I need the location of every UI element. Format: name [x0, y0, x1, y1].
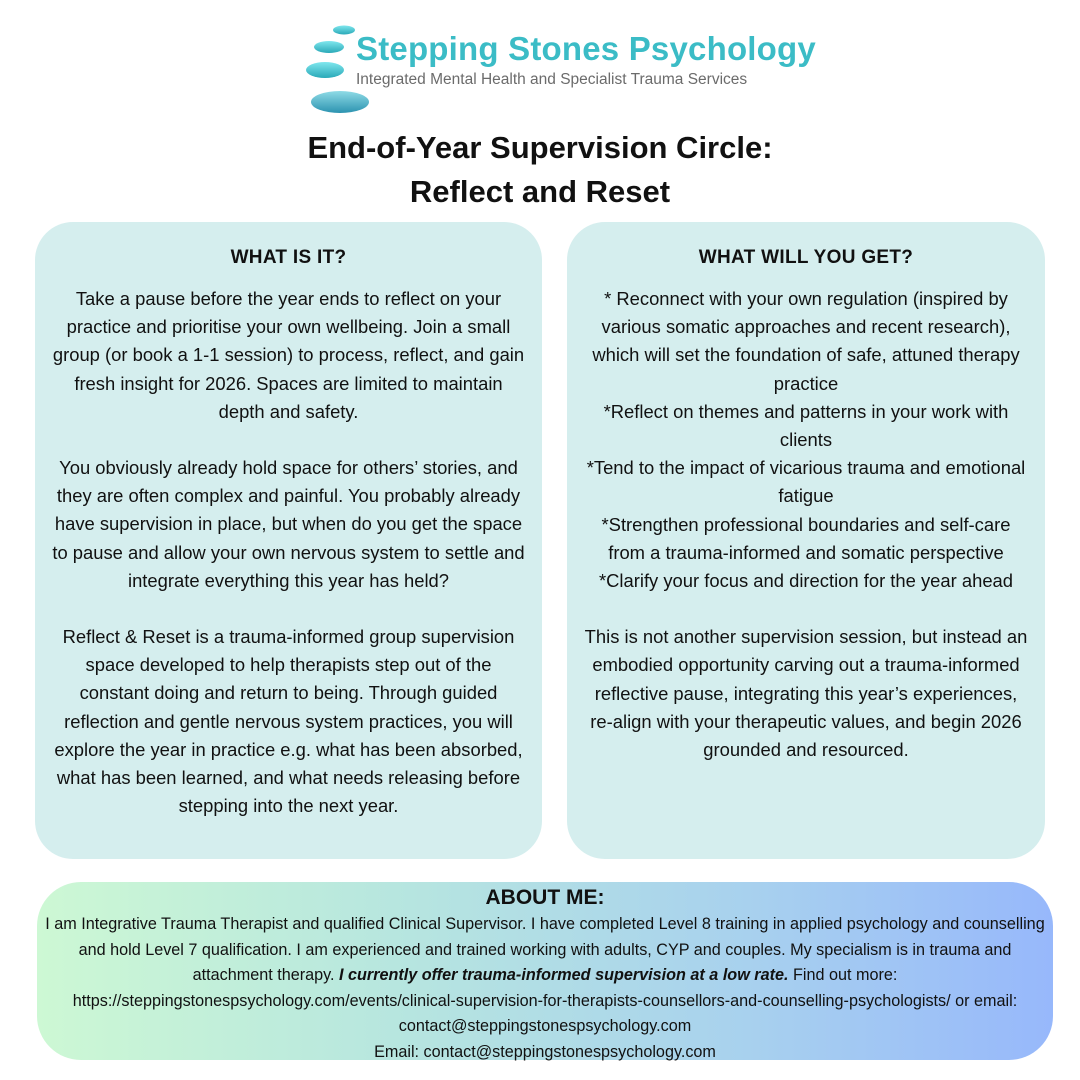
what-will-you-get-panel	[567, 222, 1045, 859]
brand-tagline: Integrated Mental Health and Specialist Trauma Services	[356, 71, 748, 88]
what-will-you-get-heading: WHAT WILL YOU GET?	[698, 247, 914, 268]
benefit-item: *Tend to the impact of vicarious trauma and emotional fatigue	[586, 457, 1026, 507]
about-me-heading: ABOUT ME:	[485, 886, 605, 909]
about-intro: I am Integrative Trauma Therapist and qualified Clinical Supervisor. I have completed Level 8 training in applied psychology and counselling and hold Level 7 qualification. I am experienced and trained working with adults, CYP and couples. My specialism is in trauma and attachment therapy.	[45, 915, 1045, 984]
page-title	[0, 126, 1080, 214]
benefit-item: *Reflect on themes and patterns in your work with clients	[603, 400, 1009, 451]
about-email-line: Email: contact@steppingstonespsychology.com	[374, 1042, 716, 1061]
about-find-out-more: Find out more: https://steppingstonespsychology.com/events/clinical-supervision-for-therapists-counsellors-and-counselling-psychologists/ or email: contact@steppingstonespsychology.com	[72, 966, 1018, 1035]
about-offer-emphasis: I currently offer trauma-informed supervision at a low rate.	[339, 966, 789, 984]
what-is-it-paragraph: Reflect & Reset is a trauma-informed group supervision space developed to help therapists step out of the constant doing and return to being. Through guided reflection and gentle nervous system practices, you will explore the year in practice e.g. what has been absorbed, what has been learned, and what needs releasing before stepping into the next year.	[54, 626, 523, 817]
benefit-item: *Clarify your focus and direction for the year ahead	[598, 570, 1013, 592]
about-me-text	[37, 912, 1053, 1065]
closing-paragraph: This is not another supervision session, but instead an embodied opportunity carving out a trauma-informed reflective pause, integrating this year’s experiences, re-align with your therapeutic values, and begin 2026 grounded and resourced.	[584, 626, 1028, 761]
what-is-it-paragraph: Take a pause before the year ends to reflect on your practice and prioritise your own wellbeing. Join a small group (or book a 1-1 session) to process, reflect, and gain fresh insight for 2026. Spaces are limited to maintain depth and safety.	[52, 288, 525, 422]
benefit-item: * Reconnect with your own regulation (inspired by various somatic approaches and recent research), which will set the foundation of safe, attuned therapy practice	[592, 288, 1020, 394]
what-is-it-paragraph: You obviously already hold space for others’ stories, and they are often complex and painful. You probably already have supervision in place, but when do you get the space to pause and allow your own nervous system to settle and integrate everything this year has held?	[52, 457, 525, 591]
benefit-item: *Strengthen professional boundaries and self-care from a trauma-informed and somatic perspective	[601, 513, 1011, 563]
about-me-panel	[37, 882, 1053, 1060]
page-title-line1: End-of-Year Supervision Circle:	[307, 130, 773, 165]
brand-name: Stepping Stones Psychology	[356, 30, 816, 67]
page-title-line2: Reflect and Reset	[409, 174, 671, 209]
what-is-it-panel	[35, 222, 542, 859]
brand-logo	[300, 22, 816, 122]
what-is-it-heading: WHAT IS IT?	[230, 247, 347, 268]
